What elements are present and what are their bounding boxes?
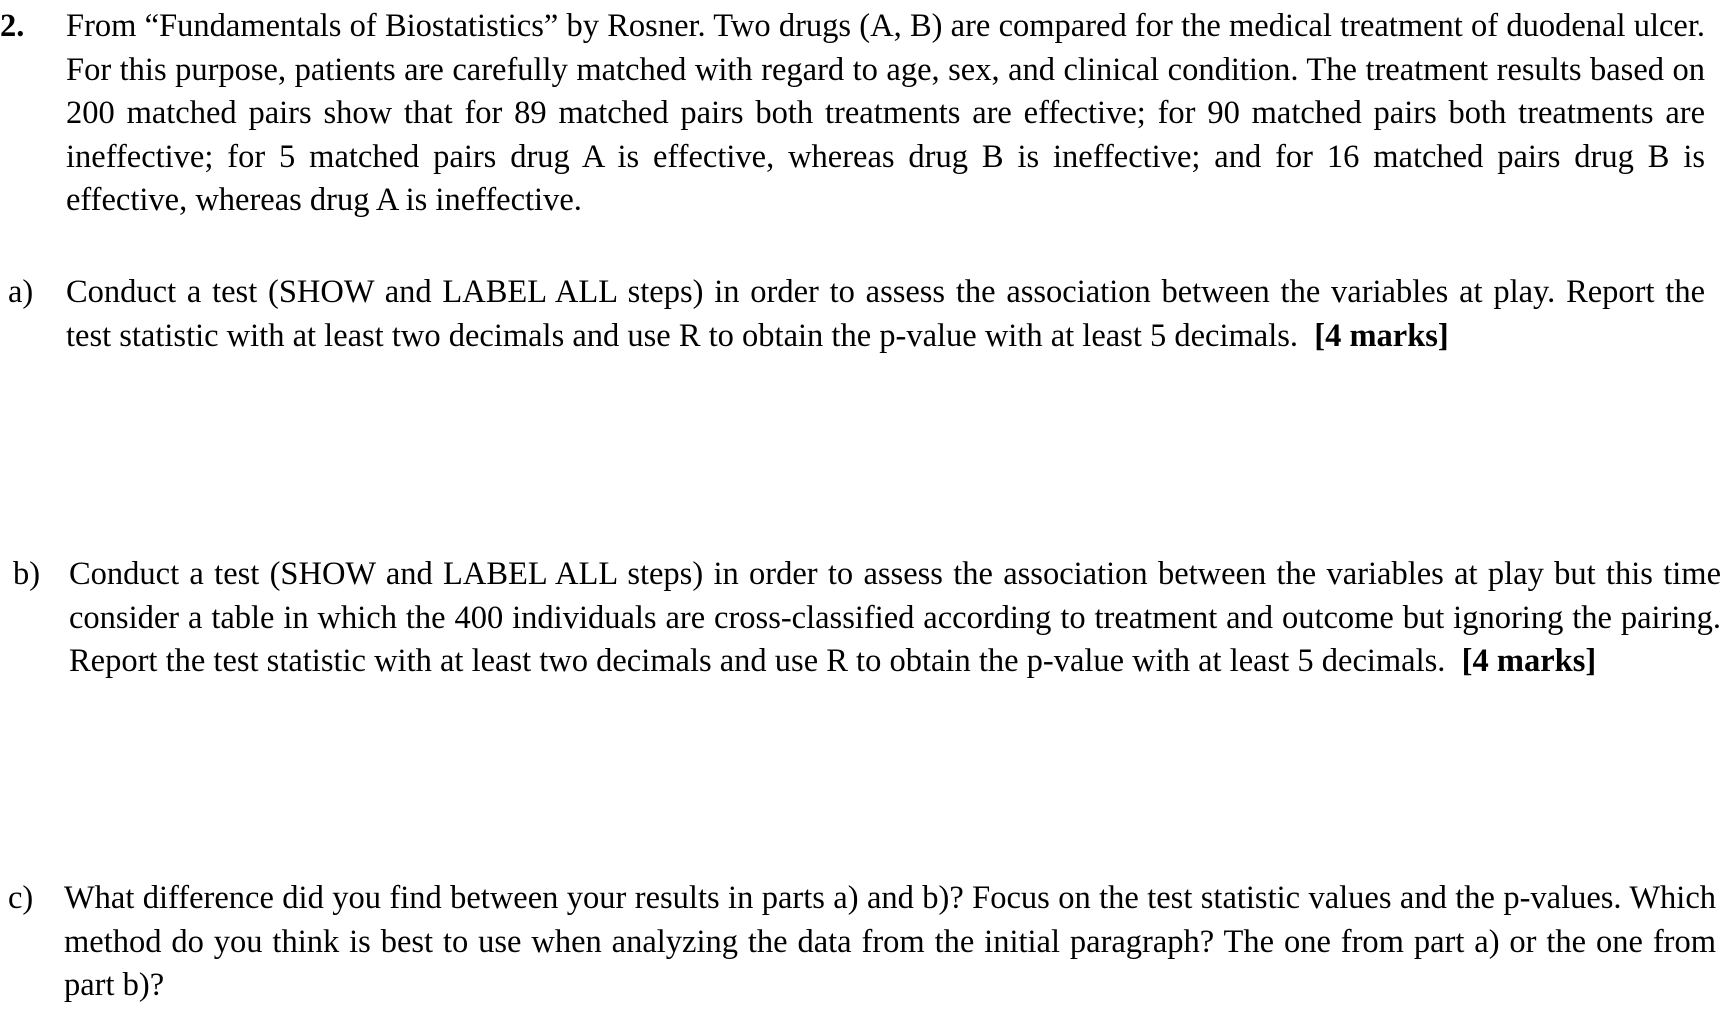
question-intro <box>0 5 1728 223</box>
question-2 <box>0 5 1728 223</box>
part-c <box>0 877 1728 1008</box>
part-b-item <box>0 553 1728 684</box>
part-b-body <box>69 553 1721 684</box>
part-c-text: What difference did you find between your results in parts a) and b)? Focus on the test statistic values and the p-values. Which method do you think is best to use when analyzing the data from the initial paragraph? The one from part a) or the one from part b)? <box>64 880 1716 1004</box>
part-b-text: Conduct a test (SHOW and LABEL ALL steps) in order to assess the association between the variables at play but this time consider a table in which the 400 individuals are cross-classified according to treatment and outcome but ignoring the pairing. Report the test statistic with at least two decimals and use R to obtain the p-value with at least 5 decimals. <box>69 556 1721 680</box>
part-b-marks: [4 marks] <box>1461 643 1597 680</box>
part-a-text: Conduct a test (SHOW and LABEL ALL steps) in order to assess the association between the variables at play. Report the test statistic with at least two decimals and use R to obtain the p-value with at least 5 decimals. <box>66 274 1705 354</box>
part-a-marks: [4 marks] <box>1314 317 1449 354</box>
part-a-body <box>66 271 1705 358</box>
part-c-label: c) <box>8 880 34 916</box>
part-b-label: b) <box>13 556 41 592</box>
part-a <box>0 271 1728 358</box>
question-number: 2. <box>0 8 25 44</box>
part-a-label: a) <box>8 274 34 310</box>
part-a-item <box>0 271 1728 358</box>
part-c-item <box>0 877 1728 1008</box>
part-b <box>0 553 1728 684</box>
question-text: From “Fundamentals of Biostatistics” by Rosner. Two drugs (A, B) are compared for the medical treatment of duodenal ulcer. For this purpose, patients are carefully matched with regard to age, sex, and clinical condition. The treatment results based on 200 matched pairs show that for 89 matched pairs both treatments are effective; for 90 matched pairs both treatments are ineffective; for 5 matched pairs drug A is effective, whereas drug B is ineffective; and for 16 matched pairs drug B is effective, whereas drug A is ineffective. <box>66 8 1705 219</box>
